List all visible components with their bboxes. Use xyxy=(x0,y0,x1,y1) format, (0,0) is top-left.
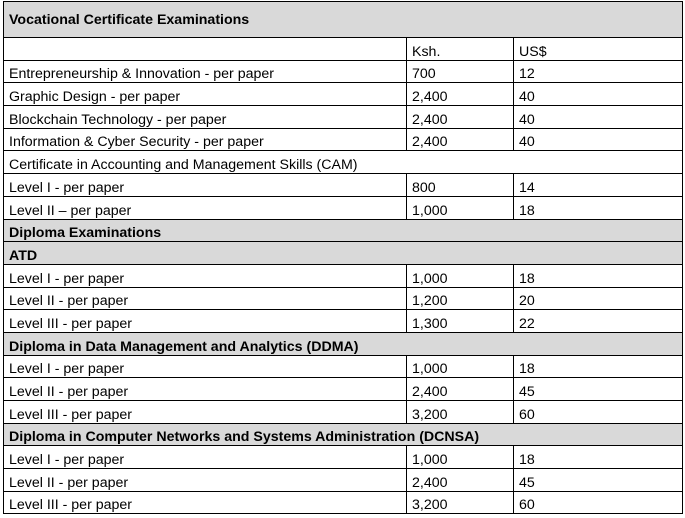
fee-usd: 20 xyxy=(514,287,683,310)
fee-item: Level I - per paper xyxy=(4,355,407,378)
fee-ksh: 1,000 xyxy=(407,355,514,378)
fee-usd: 12 xyxy=(514,60,683,83)
subsection-title-dcnsa: Diploma in Computer Networks and Systems Administration (DCNSA) xyxy=(4,423,683,446)
table-row xyxy=(4,491,683,514)
fee-item: Blockchain Technology - per paper xyxy=(4,106,407,129)
subsection-header-cams xyxy=(4,151,683,174)
subsection-title-ddma: Diploma in Data Management and Analytics (DDMA) xyxy=(4,332,683,355)
fee-usd: 40 xyxy=(514,128,683,151)
fee-ksh: 2,400 xyxy=(407,128,514,151)
table-row xyxy=(4,83,683,106)
table-row xyxy=(4,310,683,333)
fee-usd: 22 xyxy=(514,310,683,333)
fee-ksh: 1,300 xyxy=(407,310,514,333)
table-row xyxy=(4,378,683,401)
fee-usd: 14 xyxy=(514,174,683,197)
section-header-vocational xyxy=(4,2,683,38)
fee-item: Level III - per paper xyxy=(4,491,407,514)
section-title-diploma: Diploma Examinations xyxy=(4,219,683,242)
column-header-usd: US$ xyxy=(514,38,683,61)
fee-ksh: 2,400 xyxy=(407,83,514,106)
fee-item: Level I - per paper xyxy=(4,174,407,197)
subsection-title-atd: ATD xyxy=(4,242,683,265)
fee-usd: 18 xyxy=(514,264,683,287)
section-title-vocational: Vocational Certificate Examinations xyxy=(4,2,683,38)
fee-item: Level II - per paper xyxy=(4,469,407,492)
subsection-header-atd xyxy=(4,242,683,265)
fee-ksh: 800 xyxy=(407,174,514,197)
table-row xyxy=(4,174,683,197)
fee-item: Level II - per paper xyxy=(4,378,407,401)
table-row xyxy=(4,60,683,83)
table-row xyxy=(4,196,683,219)
column-header-item xyxy=(4,38,407,61)
fee-usd: 45 xyxy=(514,469,683,492)
subsection-header-dcnsa xyxy=(4,423,683,446)
table-row xyxy=(4,287,683,310)
subsection-title-cams: Certificate in Accounting and Management Skills (CAM) xyxy=(4,151,683,174)
fee-ksh: 1,000 xyxy=(407,264,514,287)
table-row xyxy=(4,355,683,378)
fee-usd: 45 xyxy=(514,378,683,401)
fee-item: Information & Cyber Security - per paper xyxy=(4,128,407,151)
table-row xyxy=(4,446,683,469)
fee-item: Level I - per paper xyxy=(4,264,407,287)
fee-ksh: 700 xyxy=(407,60,514,83)
fee-usd: 40 xyxy=(514,106,683,129)
fee-item: Entrepreneurship & Innovation - per paper xyxy=(4,60,407,83)
fee-item: Graphic Design - per paper xyxy=(4,83,407,106)
fee-usd: 18 xyxy=(514,446,683,469)
fee-usd: 60 xyxy=(514,491,683,514)
fee-usd: 40 xyxy=(514,83,683,106)
fee-item: Level III - per paper xyxy=(4,310,407,333)
fee-ksh: 1,000 xyxy=(407,446,514,469)
fee-item: Level I - per paper xyxy=(4,446,407,469)
fee-ksh: 1,000 xyxy=(407,196,514,219)
fee-ksh: 3,200 xyxy=(407,491,514,514)
table-row xyxy=(4,401,683,424)
column-header-row xyxy=(4,38,683,61)
table-row xyxy=(4,128,683,151)
section-header-diploma xyxy=(4,219,683,242)
column-header-ksh: Ksh. xyxy=(407,38,514,61)
table-row xyxy=(4,106,683,129)
fee-ksh: 1,200 xyxy=(407,287,514,310)
fee-item: Level II - per paper xyxy=(4,287,407,310)
fee-ksh: 3,200 xyxy=(407,401,514,424)
fee-ksh: 2,400 xyxy=(407,378,514,401)
fee-item: Level III - per paper xyxy=(4,401,407,424)
fee-ksh: 2,400 xyxy=(407,469,514,492)
fee-usd: 18 xyxy=(514,196,683,219)
fee-usd: 18 xyxy=(514,355,683,378)
table-row xyxy=(4,264,683,287)
fee-usd: 60 xyxy=(514,401,683,424)
exam-fees-table xyxy=(3,1,683,514)
fee-ksh: 2,400 xyxy=(407,106,514,129)
table-row xyxy=(4,469,683,492)
subsection-header-ddma xyxy=(4,332,683,355)
fee-item: Level II – per paper xyxy=(4,196,407,219)
